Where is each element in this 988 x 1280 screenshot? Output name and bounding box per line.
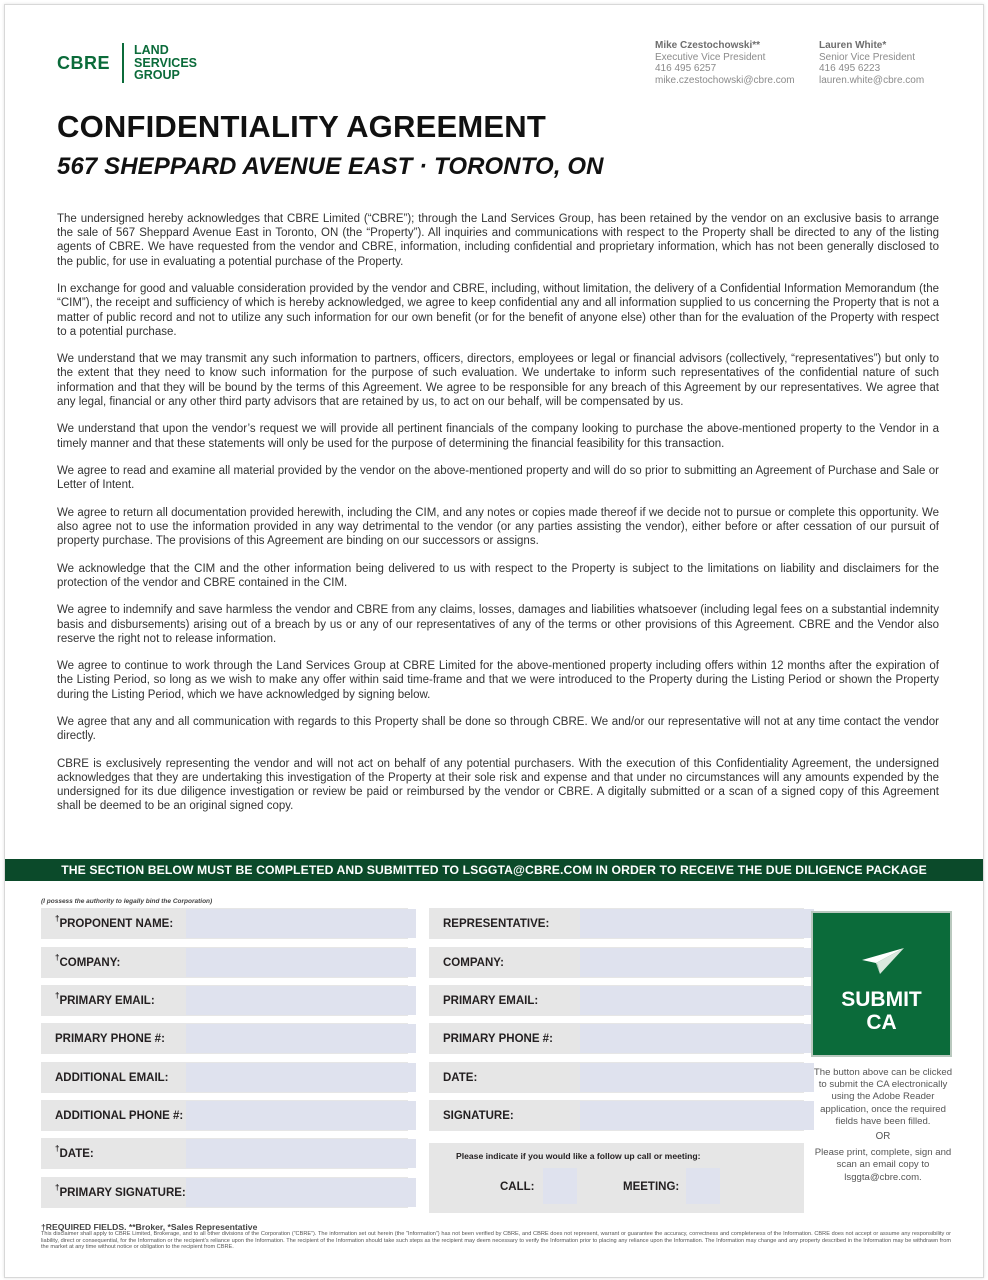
authority-note: (I possess the authority to legally bind the Corporation) (41, 898, 213, 905)
contact-card (655, 40, 795, 86)
field-label: PRIMARY PHONE #: (55, 1033, 165, 1045)
agreement-paragraph: We understand that upon the vendor’s request we will provide all pertinent financials of the company looking to purchase the above-mentioned property to the Vendor in a timely manner and that these statements will only be used for the purpose of determining the financial feasibility for this transaction. (57, 423, 939, 450)
meeting-label: MEETING: (623, 1181, 680, 1193)
field-label: COMPANY: (443, 957, 504, 969)
contact-email[interactable]: mike.czestochowski@cbre.com (655, 74, 795, 86)
field-label: †PROPONENT NAME: (55, 914, 174, 930)
followup-section (429, 1143, 804, 1213)
primary-signature-field (41, 1177, 408, 1208)
paper-plane-icon (860, 946, 906, 976)
submit-label: SUBMIT CA (841, 988, 922, 1034)
agreement-paragraph: The undersigned hereby acknowledges that CBRE Limited (“CBRE”); through the Land Services Group, has been retained by the vendor on an exclusive basis to arrange the sale of 567 Sheppard Avenue East in Toronto, ON (the “Property”). All inquiries and communications with respect to the Property shall be directed to any of the listing agents of CBRE. We have requested from the vendor and CBRE, information, including confidential and proprietary information, which has not been generally disclosed to the public, for use in evaluating a potential purchase of the Property. (57, 213, 939, 268)
rep-primary-email-input[interactable] (580, 986, 814, 1015)
contact-card (819, 40, 924, 86)
date-field (41, 1138, 408, 1169)
field-label: †PRIMARY SIGNATURE: (55, 1183, 186, 1199)
agreement-paragraph: We agree to continue to work through the Land Services Group at CBRE Limited for the above-mentioned property including offers within 12 months after the expiration of the Listing Period, so long as we wish to make any offer within said time-frame and that we were introduced to the Property during the Listing Period or shown the Property during the Listing Period, which we have acknowledged by signing below. (57, 660, 939, 701)
rep-primary-phone-field (429, 1023, 804, 1054)
followup-prompt: Please indicate if you would like a follow up call or meeting: (456, 1151, 701, 1161)
logo-brand: CBRE (57, 52, 111, 73)
representative-input[interactable] (580, 909, 814, 938)
rep-date-field (429, 1062, 804, 1093)
field-label: †COMPANY: (55, 953, 121, 969)
required-marker: † (55, 1144, 60, 1153)
contact-title: Executive Vice President (655, 51, 766, 63)
meeting-checkbox[interactable] (686, 1168, 720, 1204)
primary-email-field (41, 985, 408, 1016)
logo-division-line: LAND (134, 43, 169, 58)
agreement-paragraph: In exchange for good and valuable consideration provided by the vendor and CBRE, including, without limitation, the delivery of a Confidential Information Memorandum (the “CIM”), the receipt and sufficiency of which is hereby acknowledged, we agree to keep confidential any and all information supplied to us concerning the Property that is not a matter of public record and not to utilize any such information for our own benefit (or for the benefit of anyone else) other than for the evaluation of the Property with respect to a potential purchase. (57, 283, 939, 338)
rep-primary-email-field (429, 985, 804, 1016)
page-title: CONFIDENTIALITY AGREEMENT (57, 109, 546, 144)
contact-phone: 416 495 6257 (655, 63, 717, 74)
primary-signature-input[interactable] (186, 1178, 416, 1207)
field-label: ADDITIONAL PHONE #: (55, 1110, 184, 1122)
contact-phone: 416 495 6223 (819, 63, 881, 74)
required-fields-note: †REQUIRED FIELDS. **Broker, *Sales Representative (41, 1222, 258, 1232)
primary-email-input[interactable] (186, 986, 416, 1015)
required-marker: † (55, 953, 60, 962)
additional-phone-input[interactable] (186, 1101, 416, 1130)
agreement-paragraph: We agree that any and all communication with regards to this Property shall be done so through CBRE. We and/or our representative will not at any time contact the vendor directly. (57, 716, 939, 743)
logo-division (134, 44, 197, 82)
agreement-paragraph: CBRE is exclusively representing the vendor and will not act on behalf of any potential purchasers. With the execution of this Confidentiality Agreement, the undersigned acknowledges that they are undertaking this investigation of the Property at their sole risk and expense and that under no circumstances will any amounts expended by the undersigned for its due diligence investigation or review be paid or reimbursed by the vendor or CBRE. A digitally submitted or a scan of a signed copy of this Agreement shall be deemed to be an original signed copy. (57, 757, 939, 813)
primary-phone-field (41, 1023, 408, 1054)
cbre-land-services-logo (57, 43, 197, 83)
additional-email-input[interactable] (186, 1063, 416, 1092)
agreement-paragraph: We agree to return all documentation provided herewith, including the CIM, and any notes or copies made thereof if we decide not to pursue or complete this opportunity. We also agree not to use the information provided in any way detrimental to the vendor (or any parties assisting the vendor), either before or after cessation of our pursuit of property purchase. The provisions of this Agreement are binding on our successors or assigns. (57, 506, 939, 548)
field-label: ADDITIONAL EMAIL: (55, 1072, 169, 1084)
company-input[interactable] (186, 948, 416, 977)
primary-phone-input[interactable] (186, 1024, 416, 1053)
required-marker: † (55, 1183, 60, 1192)
proponent-name-field (41, 908, 408, 939)
contact-title: Senior Vice President (819, 51, 915, 63)
submit-alt-text: Please print, complete, sign and scan an email copy to lsggta@cbre.com. (814, 1147, 952, 1183)
submit-ca-button[interactable] (811, 911, 952, 1057)
agreement-paragraph: We agree to indemnify and save harmless the vendor and CBRE from any claims, losses, damages and liabilities whatsoever (including legal fees on a substantial indemnity basis and disbursements) arising out of a breach by us or any of our representatives of any of the terms or other provisions of this Agreement. CBRE and the Vendor also reserve the right not to release information. (57, 604, 939, 645)
company-field (41, 947, 408, 978)
disclaimer: This disclaimer shall apply to CBRE Limited, Brokerage, and to all other divisions of the Corporation (“CBRE”). The information set out herein (the “Information”) has not been verified by CBRE, and CBRE does not represent, warrant or guarantee the accuracy, correctness and completeness of the Information. CBRE does not accept or assume any responsibility or liability, direct or consequential, for the Information or the recipient’s reliance upon the Information. The recipient of the Information should take such steps as the recipient may deem necessary to verify the Information prior to placing any reliance upon the Information. The Information may change and any property described in the Information may be withdrawn from the market at any time without notice or obligation to the recipient from CBRE. (41, 1231, 951, 1251)
logo-division-line: GROUP (134, 68, 180, 83)
rep-signature-field (429, 1100, 804, 1131)
agreement-body (57, 212, 939, 827)
property-address: 567 SHEPPARD AVENUE EAST · TORONTO, ON (57, 153, 604, 180)
proponent-name-input[interactable] (186, 909, 416, 938)
document-page (4, 4, 984, 1278)
contact-name: Mike Czestochowski** (655, 40, 761, 51)
rep-company-input[interactable] (580, 948, 814, 977)
additional-email-field (41, 1062, 408, 1093)
rep-primary-phone-input[interactable] (580, 1024, 814, 1053)
field-label: SIGNATURE: (443, 1110, 514, 1122)
contact-name: Lauren White* (819, 40, 887, 51)
logo-divider (122, 43, 124, 83)
field-label: PRIMARY EMAIL: (443, 995, 539, 1007)
or-divider: OR (875, 1131, 891, 1143)
rep-signature-input[interactable] (580, 1101, 814, 1130)
submit-info-text: The button above can be clicked to submit the CA electronically using the Adobe Reader application, once the required fields have been filled. (813, 1067, 953, 1127)
agreement-paragraph: We understand that we may transmit any such information to partners, officers, directors, employees or legal or financial advisors (collectively, “representatives”) but only to the extent that they need to know such information for the purpose of such evaluation. We undertake to inform such representatives of the confidential nature of such information and that they will be bound by the terms of this Agreement. We agree to be responsible for any breach of this Agreement by our representatives. We agree that any legal, financial or any other third party advisors that are retained by us, to act on our behalf, will be compensated by us. (57, 353, 939, 408)
field-label: PRIMARY PHONE #: (443, 1033, 553, 1045)
additional-phone-field (41, 1100, 408, 1131)
field-label: REPRESENTATIVE: (443, 918, 550, 930)
representative-field (429, 908, 804, 939)
required-marker: † (55, 914, 60, 923)
submit-instructions (813, 1067, 953, 1184)
agreement-paragraph: We agree to read and examine all material provided by the vendor on the above-mentioned property and will do so prior to submitting an Agreement of Purchase and Sale or Letter of Intent. (57, 465, 939, 492)
date-input[interactable] (186, 1139, 416, 1168)
logo-division-line: SERVICES (134, 55, 198, 70)
call-label: CALL: (500, 1181, 535, 1193)
field-label: DATE: (443, 1072, 478, 1084)
call-checkbox[interactable] (543, 1168, 577, 1204)
required-marker: † (55, 991, 60, 1000)
contact-email[interactable]: lauren.white@cbre.com (819, 74, 925, 86)
field-label: †DATE: (55, 1144, 94, 1160)
rep-company-field (429, 947, 804, 978)
agreement-paragraph: We acknowledge that the CIM and the other information being delivered to us with respect to the Property is subject to the limitations on liability and disclaimers for the protection of the vendor and CBRE contained in the CIM. (57, 562, 939, 589)
field-label: †PRIMARY EMAIL: (55, 991, 155, 1007)
submission-banner: THE SECTION BELOW MUST BE COMPLETED AND SUBMITTED TO LSGGTA@CBRE.COM IN ORDER TO RECEIVE THE DUE DILIGENCE PACKAGE (5, 859, 983, 881)
rep-date-input[interactable] (580, 1063, 814, 1092)
